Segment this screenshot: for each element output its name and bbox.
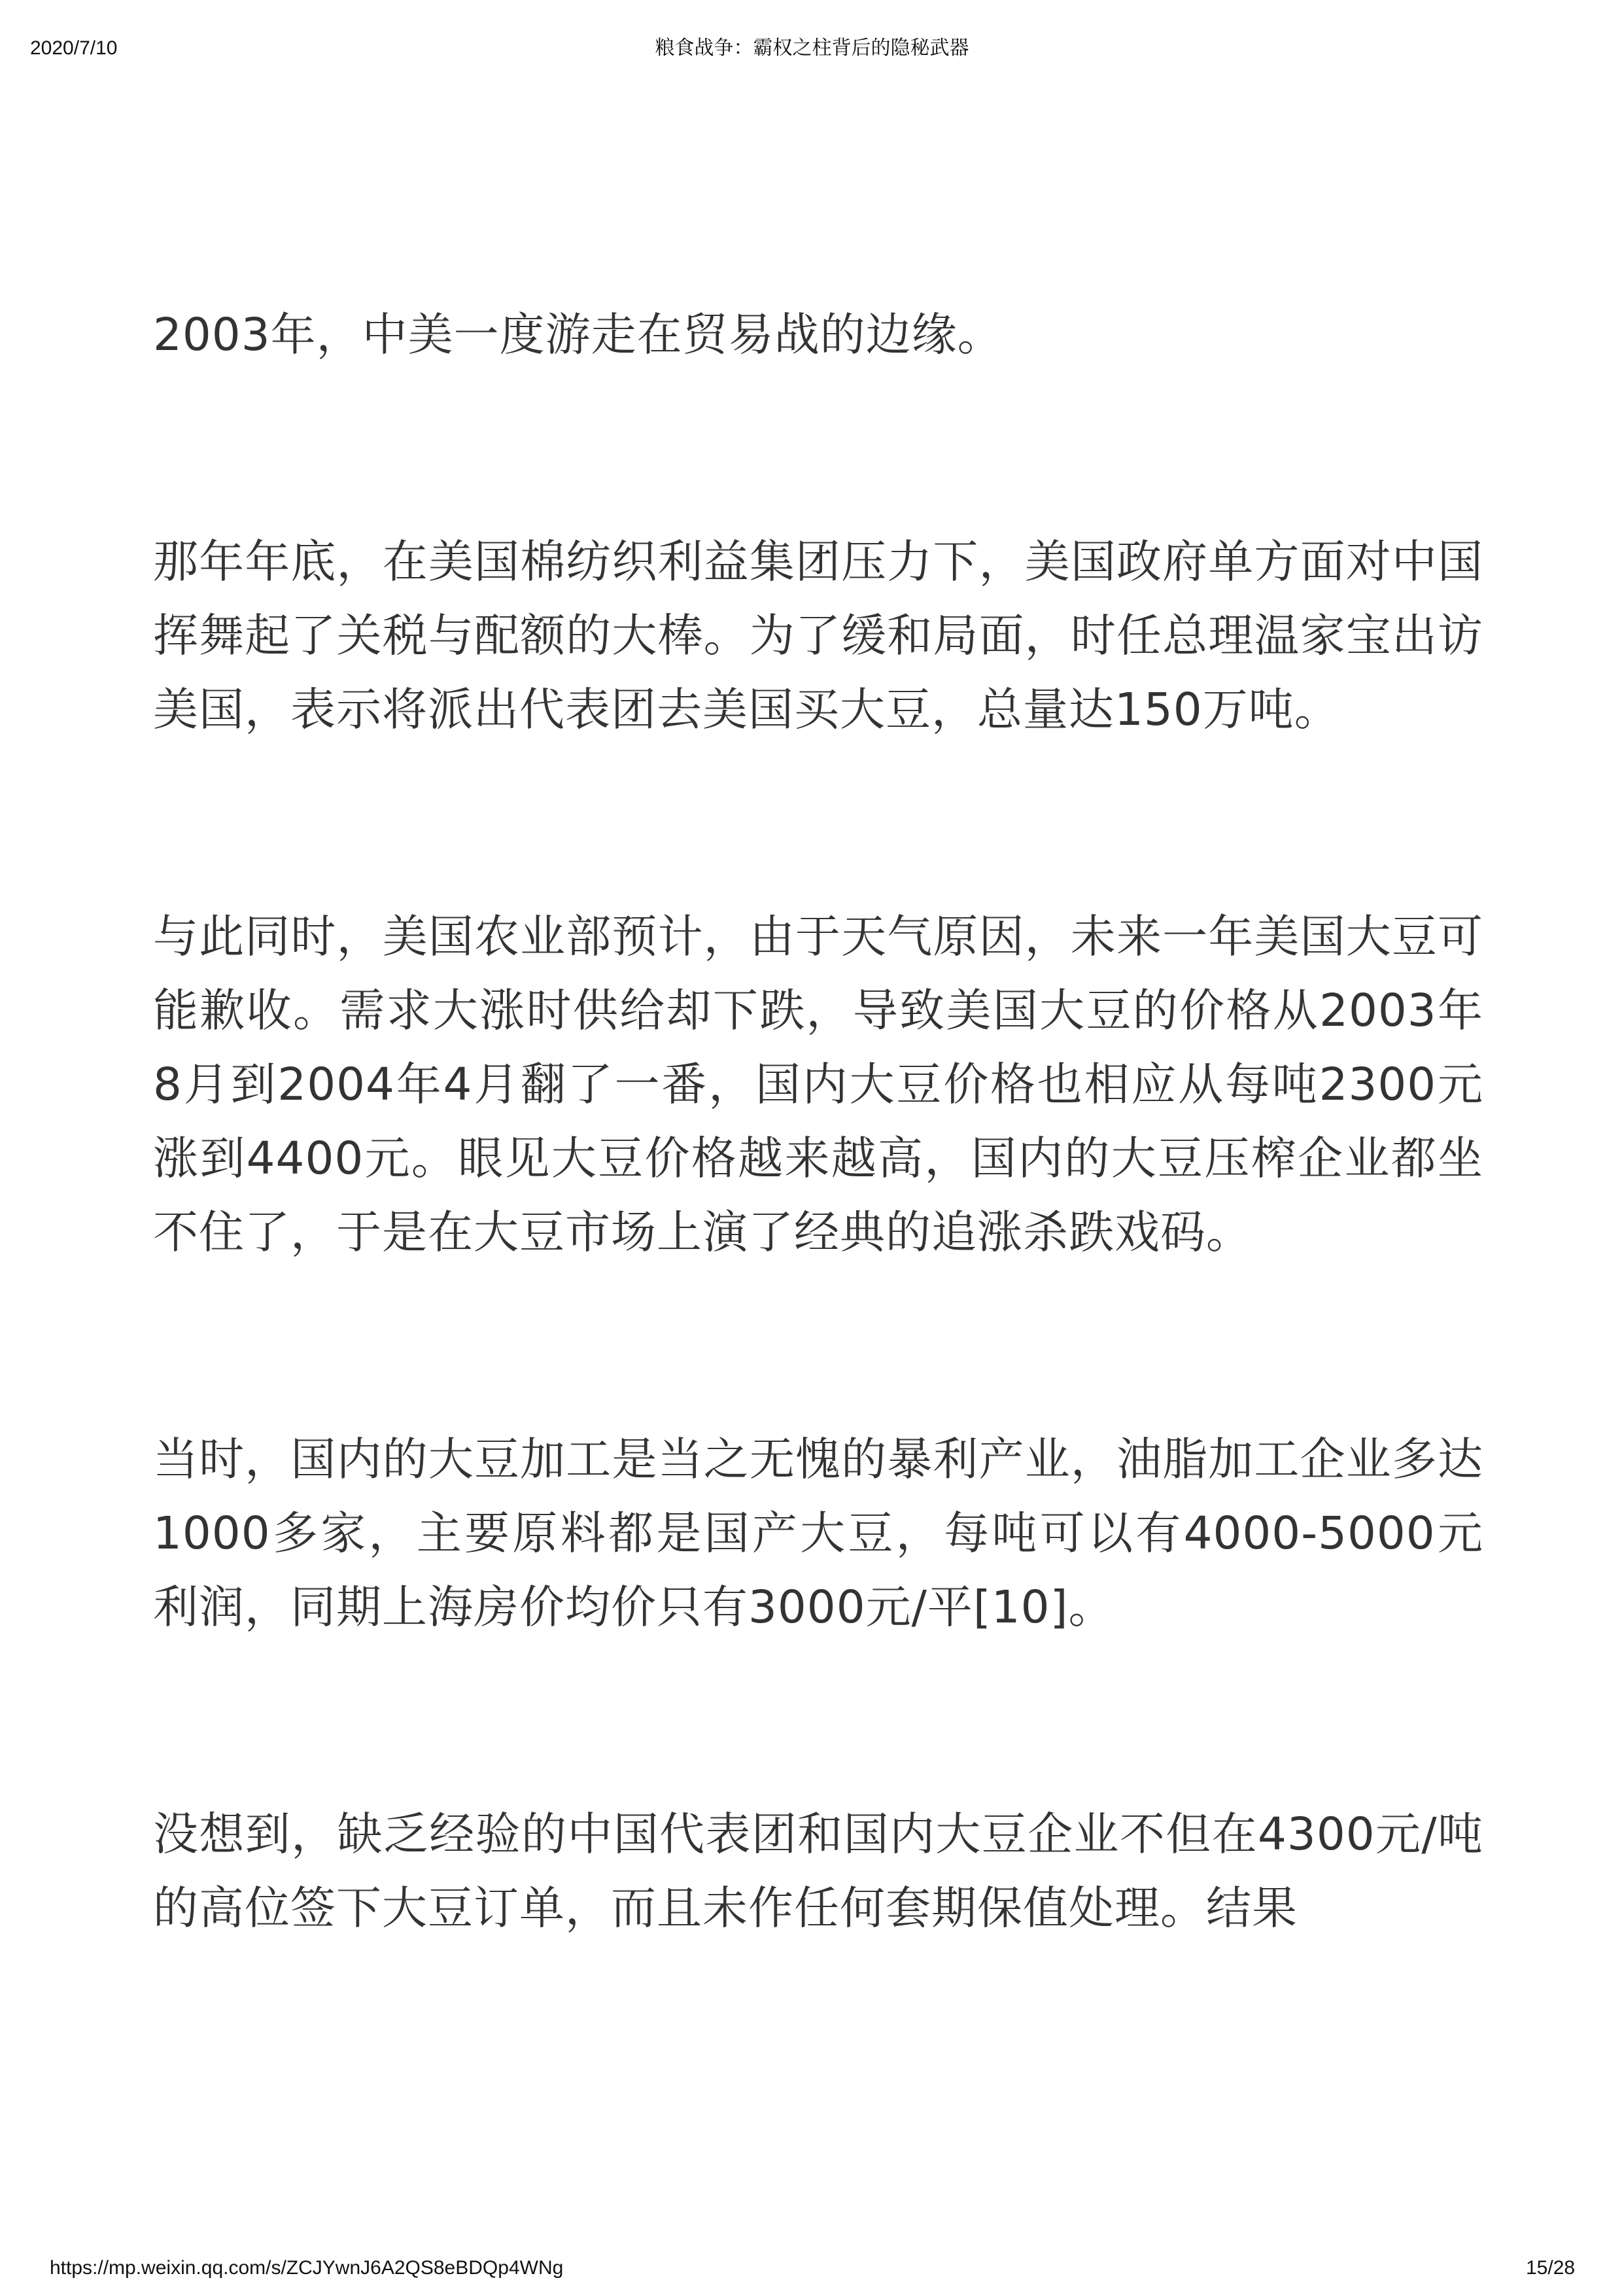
paragraph-spacer	[153, 747, 1483, 900]
print-title: 粮食战争：霸权之柱背后的隐秘武器	[655, 37, 969, 60]
paragraph-1: 2003年，中美一度游走在贸易战的边缘。	[153, 309, 1003, 361]
paragraph-3: 与此同时，美国农业部预计，由于天气原因，未来一年美国大豆可能歉收。需求大涨时供给却下跌，导致美国大豆的价格从2003年8月到2004年4月翻了一番，国内大豆价格也相应从每吨2300元涨到4400元。眼见大豆价格越来越高，国内的大豆压榨企业都坐不住了，于是在大豆市场上演了经典的追涨杀跌戏码。	[153, 911, 1483, 1259]
paragraph-spacer	[153, 1270, 1483, 1423]
source-url: https://mp.weixin.qq.com/s/ZCJYwnJ6A2QS8eBDQp4WNg	[50, 2257, 564, 2279]
paragraph-5: 没想到，缺乏经验的中国代表团和国内大豆企业不但在4300元/吨的高位签下大豆订单，而且未作任何套期保值处理。结果	[153, 1808, 1483, 1935]
page-number: 15/28	[1526, 2257, 1576, 2279]
paragraph-spacer	[153, 1645, 1483, 1798]
paragraph-4: 当时，国内的大豆加工是当之无愧的暴利产业，油脂加工企业多达1000多家，主要原料都是国产大豆，每吨可以有4000-5000元利润，同期上海房价均价只有3000元/平[10]。	[153, 1433, 1483, 1634]
paragraph-spacer	[153, 372, 1483, 525]
paragraph-2: 那年年底，在美国棉纺织利益集团压力下，美国政府单方面对中国挥舞起了关税与配额的大棒。为了缓和局面，时任总理温家宝出访美国，表示将派出代表团去美国买大豆，总量达150万吨。	[153, 536, 1483, 736]
print-date: 2020/7/10	[30, 37, 118, 59]
article-body	[153, 298, 1483, 1946]
